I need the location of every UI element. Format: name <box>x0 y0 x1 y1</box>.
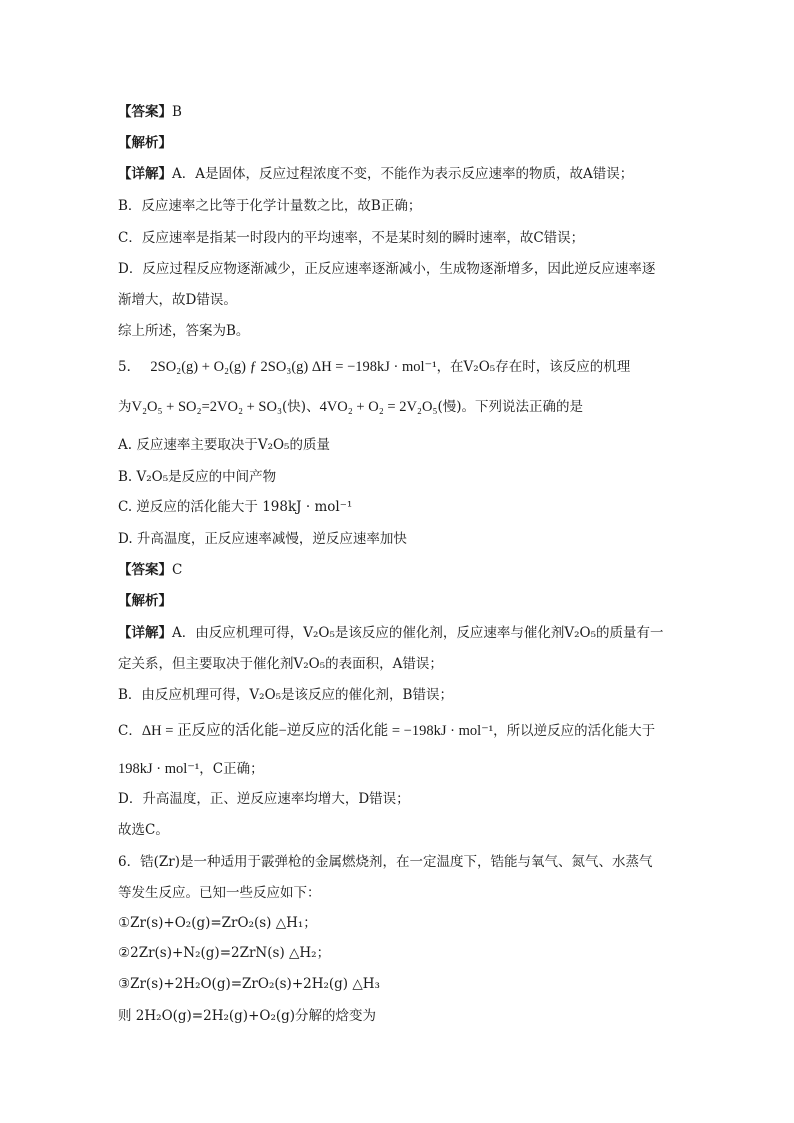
q4-detail-d-1: D．反应过程反应物逐渐减少，正反应速率逐渐减小，生成物逐渐增多，因此逆反应速率逐 <box>118 261 656 277</box>
separator: 、 <box>306 399 320 415</box>
q4-analysis-tag: 【解析】 <box>118 135 172 151</box>
detail-text: C． <box>118 723 142 739</box>
detail-text: ，所以逆反应的活化能大于 <box>493 723 656 739</box>
enthalpy-equation: ΔH = 正反应的活化能−逆反应的活化能 = −198kJ · mol⁻¹ <box>141 723 494 739</box>
q5-stem-2 <box>118 398 583 416</box>
q5-conclusion: 故选C。 <box>118 822 169 838</box>
detail-text: ，C正确； <box>199 761 264 777</box>
q4-answer <box>118 103 182 121</box>
q5-detail-a-2: 定关系，但主要取决于催化剂V₂O₅的表面积，A错误； <box>118 656 443 672</box>
q5-option-b: B. V₂O₅是反应的中间产物 <box>118 469 277 485</box>
stem-text: 。下列说法正确的是 <box>461 399 584 415</box>
q5-detail-b: B．由反应机理可得，V₂O₅是该反应的催化剂，B错误； <box>118 687 453 703</box>
q6-stem-1: 6．锆(Zr)是一种适用于霰弹枪的金属燃烧剂，在一定温度下，锆能与氧气、氮气、水蒸气 <box>118 854 653 870</box>
q6-question: 则 2H₂O(g)=2H₂(g)+O₂(g)分解的焓变为 <box>118 1008 377 1024</box>
detail-tag: 【详解】 <box>118 625 172 641</box>
q5-stem-1 <box>118 358 630 376</box>
q6-reaction-3: ③Zr(s)+2H₂O(g)=ZrO₂(s)+2H₂(g) △H₃ <box>118 976 380 992</box>
answer-tag: 【答案】 <box>118 104 172 120</box>
question-number: 5． <box>118 359 141 375</box>
stem-text: ，在V₂O₅存在时，该反应的机理 <box>436 359 631 375</box>
q6-reaction-1: ①Zr(s)+O₂(g)=ZrO₂(s) △H₁； <box>118 915 317 931</box>
mechanism-step-1: V₂O₅ + SO₂=2VO₂ + SO₃ <box>131 399 283 415</box>
slow-label: (慢) <box>437 399 462 415</box>
q5-option-d: D. 升高温度，正反应速率减慢，逆反应速率加快 <box>118 531 407 547</box>
q4-detail-b: B．反应速率之比等于化学计量数之比，故B正确； <box>118 198 422 214</box>
q4-summary: 综上所述，答案为B。 <box>118 323 250 339</box>
answer-value: B <box>172 104 182 120</box>
detail-tag: 【详解】 <box>118 166 172 182</box>
q5-detail-d: D．升高温度，正、逆反应速率均增大，D错误； <box>118 791 410 807</box>
reaction-equation: 2SO₂(g) + O₂(g) ƒ 2SO₃(g) ΔH = −198kJ · mol⁻¹ <box>150 359 437 375</box>
q5-detail-c-2 <box>118 760 264 778</box>
q5-detail-c-1 <box>118 722 655 740</box>
q4-detail-a <box>118 165 633 183</box>
q4-detail-d-2: 渐增大，故D错误。 <box>118 292 237 308</box>
fast-label: (快) <box>282 399 307 415</box>
answer-value: C <box>172 562 183 578</box>
detail-text: A．A是固体，反应过程浓度不变，不能作为表示反应速率的物质，故A错误； <box>172 166 634 182</box>
q5-answer <box>118 561 182 579</box>
energy-value: 198kJ · mol⁻¹ <box>118 761 200 777</box>
q5-option-c: C. 逆反应的活化能大于 198kJ · mol⁻¹ <box>118 499 353 515</box>
q6-stem-2: 等发生反应。已知一些反应如下： <box>118 885 321 901</box>
answer-tag: 【答案】 <box>118 562 172 578</box>
stem-text: 为 <box>118 399 132 415</box>
q5-analysis-tag: 【解析】 <box>118 593 172 609</box>
mechanism-step-2: 4VO₂ + O₂ = 2V₂O₅ <box>319 399 438 415</box>
q4-detail-c: C．反应速率是指某一时段内的平均速率，不是某时刻的瞬时速率，故C错误； <box>118 230 585 246</box>
q6-reaction-2: ②2Zr(s)+N₂(g)=2ZrN(s) △H₂； <box>118 945 331 961</box>
q5-detail-a-1 <box>118 624 664 642</box>
q5-option-a: A. 反应速率主要取决于V₂O₅的质量 <box>118 437 330 453</box>
detail-text: A．由反应机理可得，V₂O₅是该反应的催化剂，反应速率与催化剂V₂O₅的质量有一 <box>172 625 664 641</box>
